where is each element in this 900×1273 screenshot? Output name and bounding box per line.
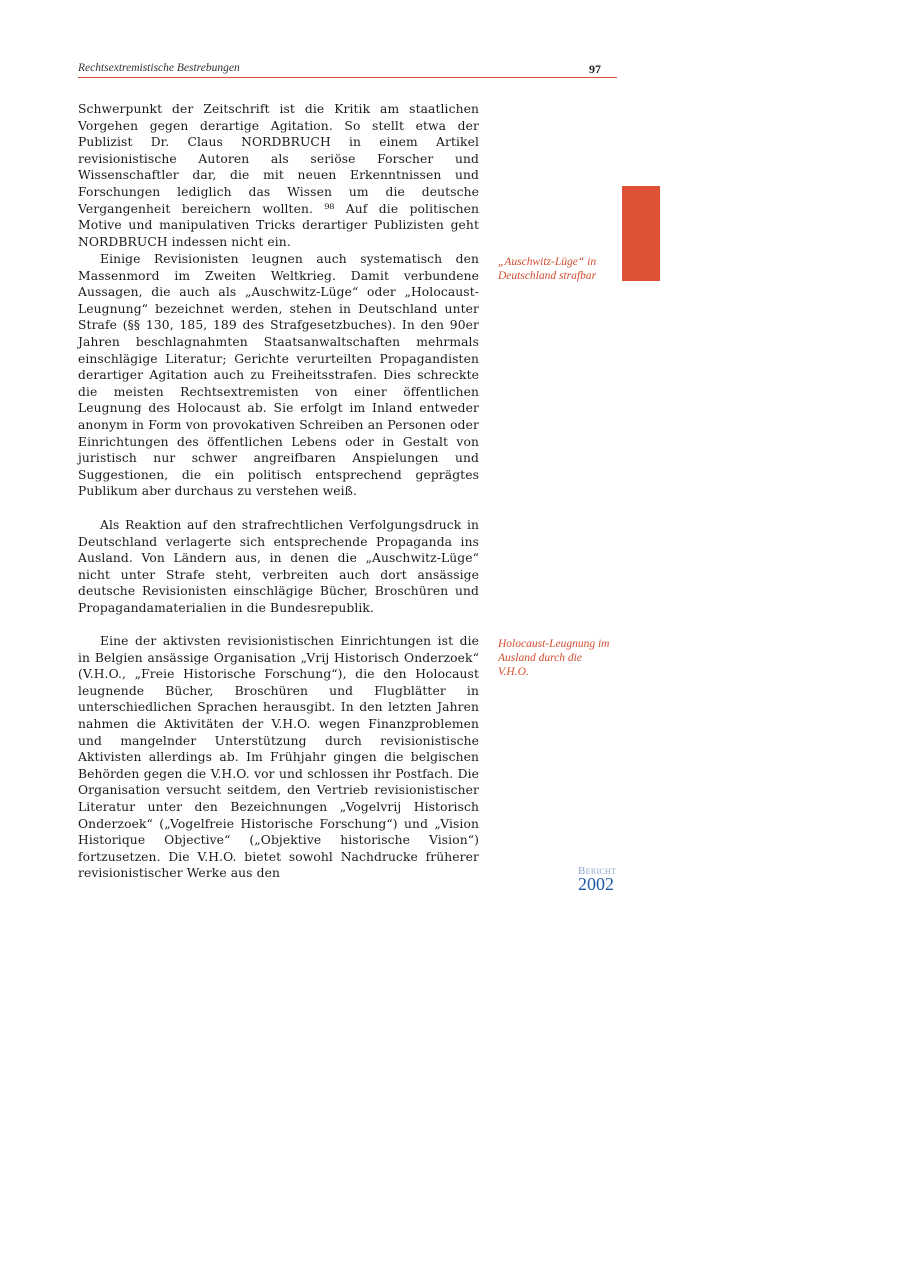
body-paragraph-4: Eine der aktivsten revisionistischen Einrichtungen ist die in Belgien ansässige Organisation „Vrij Historisch Onderzoek“ (V.H.O., „Freie Historische Forschung“), die den Holocaust leugnende Bücher, Broschüren und Flugblätter in unterschiedlichen Sprachen herausgibt. In den letzten Jahren nahmen die Aktivitäten der V.H.O. wegen Finanzproblemen und mangelnder Unterstützung durch revisionistische Aktivisten allerdings ab. Im Frühjahr gingen die belgischen Behörden gegen die V.H.O. vor und schlossen ihr Postfach. Die Organisation versucht seitdem, den Vertrieb revisionistischer Literatur unter den Bezeichnungen „Vogelvrij Historisch Onderzoek“ („Vogelfreie Historische Forschung“) und „Vision Historique Objective“ („Objektive historische Vision“) fortzusetzen. Die V.H.O. bietet sowohl Nachdrucke früherer revisionistischer Werke aus den: [78, 634, 479, 881]
running-header-title: Rechtsextremistische Bestrebungen: [78, 62, 240, 74]
margin-note-vho: Holocaust-Leugnung im Ausland durch die V.H.O.: [498, 638, 610, 678]
bericht-2002-logo: [578, 866, 638, 893]
logo-word: Bericht: [578, 865, 617, 877]
header-divider: [78, 77, 617, 78]
body-paragraph-1: Schwerpunkt der Zeitschrift ist die Kritik am staatlichen Vorgehen gegen derartige Agitation. So stellt etwa der Publizist Dr. Claus NORDBRUCH in einem Artikel revisionistische Autoren als seriöse Forscher und Wissenschaftler dar, die mit neuen Erkenntnissen und Forschungen lediglich das Wissen um die deutsche Vergangenheit bereichern wollten. ⁹⁸ Auf die politischen Motive und manipulativen Tricks derartiger Publizisten geht NORDBRUCH indessen nicht ein.: [78, 102, 479, 249]
body-paragraph-3: Als Reaktion auf den strafrechtlichen Verfolgungsdruck in Deutschland verlagerte sich entsprechende Propaganda ins Ausland. Von Ländern aus, in denen die „Auschwitz-Lüge“ nicht unter Strafe steht, verbreiten auch dort ansässige deutsche Revisionisten einschlägige Bücher, Broschüren und Propagandamaterialien in die Bundesrepublik.: [78, 518, 479, 615]
chapter-marker-tab: [622, 186, 660, 281]
body-paragraph-2: Einige Revisionisten leugnen auch systematisch den Massenmord im Zweiten Weltkrieg. Damit verbundene Aussagen, die auch als „Auschwitz-Lüge“ oder „Holocaust-Leugnung“ bezeichnet werden, stehen in Deutschland unter Strafe (§§ 130, 185, 189 des Strafgesetzbuches). In den 90er Jahren beschlagnahmten Staatsanwaltschaften mehrmals einschlägige Literatur; Gerichte verurteilten Propagandisten derartiger Agitation auch zu Freiheitsstrafen. Dies schreckte die meisten Rechtsextremisten von einer öffentlichen Leugnung des Holocaust ab. Sie erfolgt im Inland entweder anonym in Form von provokativen Schreiben an Personen oder Einrichtungen des öffentlichen Lebens oder in Gestalt von juristisch nur schwer angreifbaren Anspielungen und Suggestionen, die ein politisch entsprechend geprägtes Publikum aber durchaus zu verstehen weiß.: [78, 252, 479, 499]
page-number: 97: [589, 62, 601, 76]
logo-year: 2002: [578, 874, 614, 894]
margin-note-auschwitz-luege: „Auschwitz-Lüge“ in Deutschland strafbar: [498, 256, 597, 282]
